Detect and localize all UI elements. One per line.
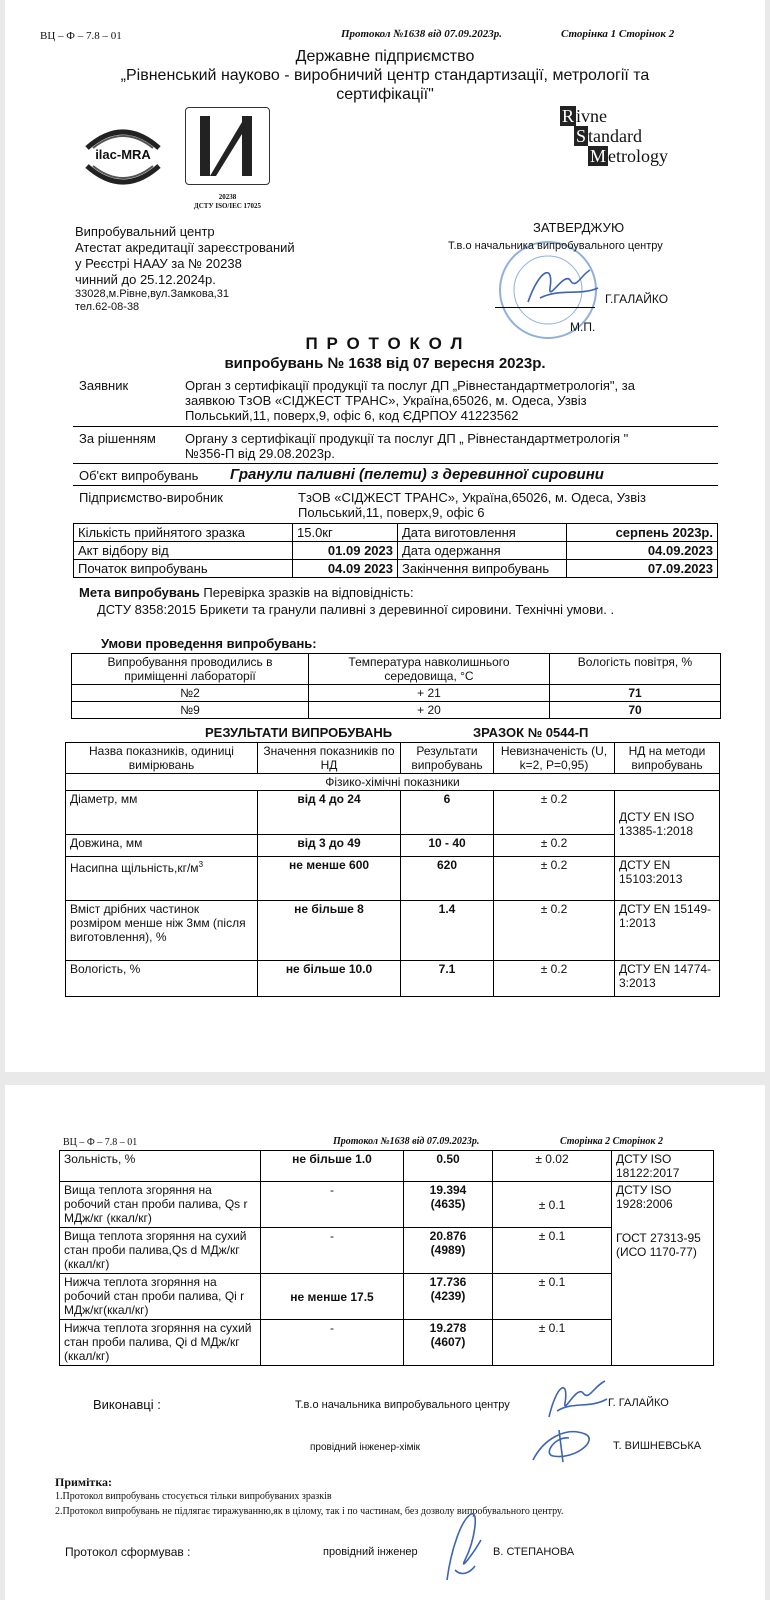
table-row: Довжина, мм від 3 до 49 10 - 40 ± 0.2: [66, 835, 720, 857]
conditions-table: [71, 653, 721, 719]
org-line-3: сертифікації": [336, 86, 434, 103]
decision-label: За рішенням: [79, 431, 156, 446]
executor-2-role: провідний інженер-хімік: [310, 1442, 421, 1453]
qty-value: 15.0кг: [293, 524, 398, 542]
protocol-subtitle: випробувань № 1638 від 07 вересня 2023р.: [224, 355, 546, 372]
accreditation-mark-icon: [185, 107, 270, 185]
recv-value: 04.09.2023: [567, 542, 718, 560]
lab-info-line-2: Атестат акредитації зареєстрований: [75, 240, 295, 255]
act-value: 01.09 2023: [293, 542, 398, 560]
applicant-label: Заявник: [79, 378, 129, 393]
res-head-uncertainty: Невизначеність (U, k=2, P=0,95): [494, 743, 615, 774]
made-label: Дата виготовлення: [398, 524, 567, 542]
purpose: [79, 585, 414, 600]
executor-2-name: Т. ВИШНЕВСЬКА: [613, 1440, 702, 1452]
org-line-2: „Рівненський науково - виробничий центр стандартизації, метрології та: [120, 67, 650, 84]
qty-label: Кількість прийнятого зразка: [74, 524, 293, 542]
page-ref-2: Сторінка 2 Сторінок 2: [560, 1136, 663, 1147]
made-value: серпень 2023р.: [567, 524, 718, 542]
ilac-logo: [77, 118, 169, 196]
approve-role: Т.в.о начальника випробувального центру: [448, 240, 663, 252]
sample-info-table: [73, 523, 718, 578]
lab-info-line-5: 33028,м.Рівне,вул.Замкова,31: [75, 288, 229, 300]
table-row: Насипна $щільність,кг/м^3$ не менше 600 620 ± 0.2 ДСТУ EN 15103:2013: [66, 857, 720, 901]
end-label: Закінчення випробувань: [398, 560, 567, 578]
conditions-title: Умови проведення випробувань:: [101, 636, 317, 651]
cond-head-hum: Вологість повітря, %: [550, 654, 721, 685]
approve-mp: М.П.: [570, 320, 596, 334]
protocol-page-2: [5, 1085, 765, 1600]
lab-info-line-3: у Реєстрі НААУ за № 20238: [75, 256, 242, 271]
protocol-ref-2: Протокол №1638 від 07.09.2023р.: [333, 1136, 480, 1147]
res-head-norm: Значення показників по НД: [258, 743, 401, 774]
table-row: Нижча теплота згоряння на сухий стан проби палива, Qi d МДж/кг (ккал/кг) - 19.278 (4607) ± 0.1: [60, 1320, 714, 1366]
results-title: РЕЗУЛЬТАТИ ВИПРОБУВАНЬ: [205, 725, 393, 740]
recv-label: Дата одержання: [398, 542, 567, 560]
act-label: Акт відбору від: [74, 542, 293, 560]
table-row: Вища теплота згоряння на робочий стан проби палива, Qs r МДж/кг (ккал/кг) - 19.394 (4635) ± 0.1 ДСТУ ISO 1928:2006 ГОСТ 27313-95 (ИСО 1170-77): [60, 1182, 714, 1228]
purpose-label: Мета випробувань: [79, 585, 200, 600]
formed-name: В. СТЕПАНОВА: [493, 1546, 575, 1558]
accreditation-number: 20238: [218, 193, 237, 201]
note-title: Примітка:: [55, 1475, 113, 1489]
form-code-2: ВЦ – Ф – 7.8 – 01: [63, 1137, 138, 1148]
signature-galaiko-2-icon: [543, 1375, 613, 1423]
rsm-line-3: M etrology: [590, 146, 669, 166]
formed-label: Протокол сформував :: [65, 1545, 191, 1559]
cond-head-temp: Температура навколишнього середовища, °С: [309, 654, 550, 685]
table-row: Нижча теплота згоряння на робочий стан проби палива, Qi r МДж/кг(ккал/кг) не менше 17.5 17.736 (4239) ± 0.1: [60, 1274, 714, 1320]
lab-info-line-4: чинний до 25.12.2024р.: [75, 272, 216, 287]
group-header: Фізико-хімічні показники: [66, 774, 720, 791]
results-table: [65, 742, 720, 997]
executors-label: Виконавці :: [93, 1397, 161, 1412]
table-row: №9 + 20 70: [72, 702, 721, 719]
start-label: Початок випробувань: [74, 560, 293, 578]
executor-1-name: Г. ГАЛАЙКО: [608, 1397, 669, 1409]
org-line-1: Державне підприємство: [295, 48, 475, 65]
table-row: Діаметр, мм від 4 до 24 6 ± 0.2 ДСТУ EN ISO 13385-1:2018: [66, 791, 720, 835]
purpose-value: Перевірка зразків на відповідність:: [203, 585, 414, 600]
ilac-logo-text: ilac-MRA: [95, 147, 151, 162]
res-head-nd: НД на методи випробувань: [615, 743, 720, 774]
protocol-title: П Р О Т О К О Л: [305, 334, 465, 353]
page-ref: Сторінка 1 Сторінок 2: [561, 28, 675, 40]
table-row: Вміст дрібних частинок розміром менше ніж 3мм (після виготовлення), % не більше 8 1.4 ± 0.2 ДСТУ EN 15149-1:2013: [66, 901, 720, 961]
decision-value: Органу з сертифікації продукції та послуг ДП „ Рівнестандартметрологія " №356-П від 29.08.2023р.: [185, 431, 629, 461]
form-code: ВЦ – Ф – 7.8 – 01: [40, 30, 122, 42]
end-value: 07.09.2023: [567, 560, 718, 578]
approve-title: ЗАТВЕРДЖУЮ: [533, 220, 625, 235]
protocol-page-1: [5, 0, 765, 1072]
results-table-continued: [59, 1150, 714, 1366]
rsm-logo: [560, 106, 668, 166]
purpose-standard: ДСТУ 8358:2015 Брикети та гранули паливні з деревинної сировини. Технічні умови. .: [97, 602, 615, 617]
object-label: Об'єкт випробувань: [79, 468, 199, 483]
table-row: Вища теплота згоряння на сухий стан проби палива,Qs d МДж/кг (ккал/кг) - 20.876 (4989) ± 0.1: [60, 1228, 714, 1274]
lab-info-line-6: тел.62-08-38: [75, 301, 140, 313]
accreditation-logo: [185, 107, 270, 215]
signature-galaiko-icon: [520, 258, 605, 314]
rsm-line-1: R ivne: [562, 106, 608, 126]
res-head-result: Результати випробувань: [401, 743, 494, 774]
table-row: Зольність, % не більше 1.0 0.50 ± 0.02 ДСТУ ISO 18122:2017: [60, 1151, 714, 1182]
lab-info-line-1: Випробувальний центр: [75, 224, 215, 239]
note-1: 1.Протокол випробувань стосується тільки випробуваних зразків: [55, 1491, 332, 1502]
start-value: 04.09 2023: [293, 560, 398, 578]
maker-label: Підприємство-виробник: [79, 490, 223, 505]
lab-info: [75, 224, 295, 314]
sample-number: ЗРАЗОК № 0544-П: [473, 725, 589, 740]
signature-vyshnevska-icon: [525, 1420, 605, 1470]
protocol-ref: Протокол №1638 від 07.09.2023р.: [341, 28, 502, 40]
res-head-name: Назва показників, одиниці вимірювань: [66, 743, 258, 774]
object-value: Гранули паливні (пелети) з деревинної сировини: [230, 466, 604, 483]
heat-nd: ДСТУ ISO 1928:2006 ГОСТ 27313-95 (ИСО 1170-77): [612, 1182, 714, 1366]
table-row: Вологість, % не більше 10.0 7.1 ± 0.2 ДСТУ EN 14774-3:2013: [66, 961, 720, 997]
note-2: 2.Протокол випробувань не підлягає тиражуванню,як в цілому, так і по частинам, без дозволу випробувального центру.: [55, 1506, 564, 1517]
executor-1-role: Т.в.о начальника випробувального центру: [295, 1399, 510, 1411]
accreditation-standard: ДСТУ ISO/IEC 17025: [193, 202, 262, 210]
rsm-line-2: S tandard: [576, 126, 642, 146]
cond-head-room: Випробування проводились в приміщенні лабораторії: [72, 654, 309, 685]
approve-name: Г.ГАЛАЙКО: [605, 292, 669, 306]
formed-role: провідний інженер: [323, 1546, 418, 1558]
maker-value: ТзОВ «СІДЖЕСТ ТРАНС», Україна,65026, м. Одеса, Узвіз Польський,11, поверх,9, офіс 6: [298, 490, 646, 520]
applicant-value: Орган з сертифікації продукції та послуг ДП „Рівнестандартметрологія", за заявкою ТзОВ «СІДЖЕСТ ТРАНС», Україна,65026, м. Одеса, Узвіз Польський,11, поверх,9, офіс 6, код ЄДРПОУ 41223562: [185, 378, 635, 423]
signature-stepanova-icon: [435, 1510, 490, 1588]
nd-merged: ДСТУ EN ISO 13385-1:2018: [615, 791, 720, 857]
table-row: №2 + 21 71: [72, 685, 721, 702]
